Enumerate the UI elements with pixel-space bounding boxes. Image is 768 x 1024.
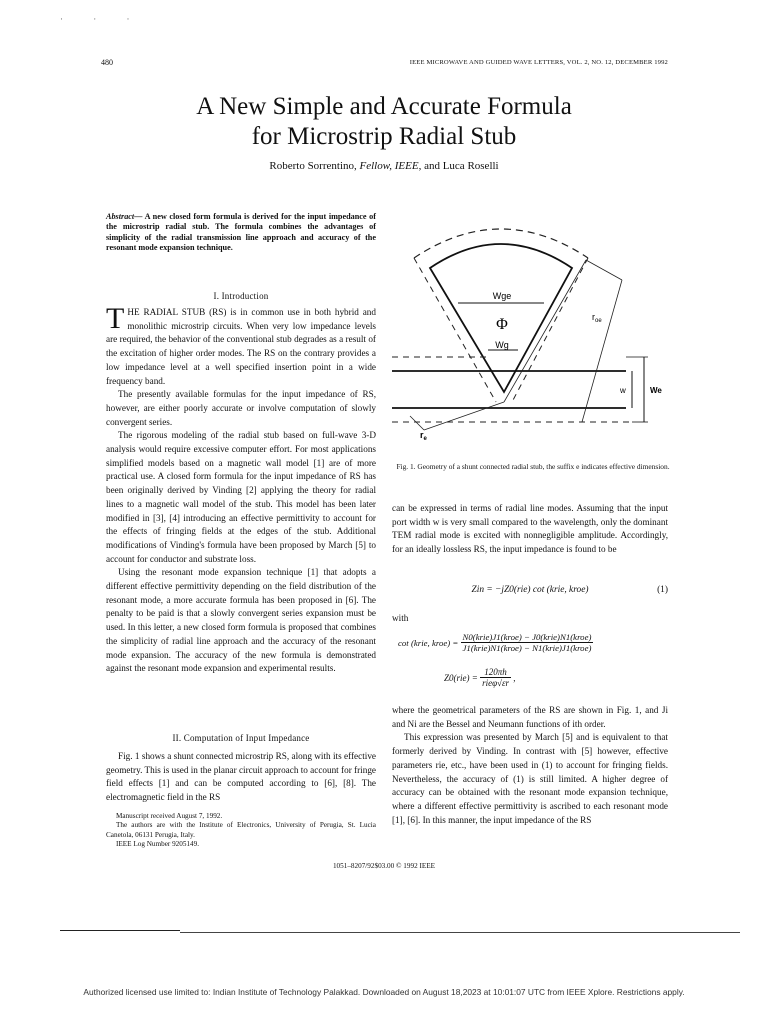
drop-cap: T bbox=[106, 302, 125, 335]
wg-label: Wg bbox=[495, 340, 509, 350]
abstract bbox=[106, 212, 376, 254]
section-1-body bbox=[106, 302, 376, 676]
equation-3 bbox=[392, 667, 668, 688]
equation-2 bbox=[392, 632, 668, 653]
re-tick bbox=[410, 416, 424, 430]
intro-paragraph-4: Using the resonant mode expansion technique [1] that adopts a different effective permittivity depending on the field distribution of the resonant mode, a more accurate formula has been proposed in [6]. The penalty to be paid is that a slowly convergent series expansion must be used. In this letter, a new closed form formula is proposed that combines the simplicity of radial line approach and the accuracy of the resonant mode expansion. The accuracy of the new formula is demonstrated against the resonant mode expansion and experimental results. bbox=[106, 567, 376, 674]
we-label: We bbox=[650, 386, 662, 395]
abstract-text: A new closed form formula is derived for the input impedance of the microstrip radial stub. The formula combines the advantages of simplicity of the radial transmission line approach and accuracy of the resonant mode expansion technique. bbox=[106, 212, 376, 253]
footnote-affiliation: The authors are with the Institute of Electronics, University of Perugia, St. Lucia Canetola, 06131 Perugia, Italy. bbox=[106, 821, 376, 839]
section-2-body bbox=[106, 750, 376, 805]
intro-paragraph-1 bbox=[106, 302, 376, 388]
section-2-paragraph-1: Fig. 1 shows a shunt connected microstrip RS, along with its effective geometry. This is used in the planar circuit approach to account for fringe field effects [1] and can be computed according to [6], [8]. The electromagnetic field in the RS bbox=[106, 751, 376, 803]
equation-3-tail: , bbox=[513, 672, 516, 683]
footnote-log: IEEE Log Number 9205149. bbox=[116, 840, 200, 849]
figure-1-caption: Fig. 1. Geometry of a shunt connected radial stub, the suffix e indicates effective dimension. bbox=[396, 462, 670, 471]
abstract-label: Abstract— bbox=[106, 212, 143, 221]
equation-3-numerator: 120πh bbox=[480, 667, 511, 678]
equation-3-denominator: rieφ√εr bbox=[482, 678, 510, 688]
footnote-received: Manuscript received August 7, 1992. bbox=[116, 812, 223, 820]
roe-label: $r_{oe}$ bbox=[592, 312, 602, 324]
journal-header: IEEE MICROWAVE AND GUIDED WAVE LETTERS, VOL. 2, NO. 12, DECEMBER 1992 bbox=[409, 59, 668, 66]
re-radius-line bbox=[424, 402, 504, 430]
scan-speckles: · · · bbox=[60, 14, 144, 24]
phi-label: Φ bbox=[496, 316, 508, 333]
title-line-2: for Microstrip Radial Stub bbox=[251, 123, 517, 150]
w-label: w bbox=[620, 386, 626, 395]
right-column-paragraph-2 bbox=[392, 704, 668, 827]
re-label: $r_e$ bbox=[420, 430, 427, 442]
roe-extension bbox=[586, 260, 622, 280]
section-2-heading: II. Computation of Input Impedance bbox=[172, 733, 310, 743]
authors bbox=[0, 160, 768, 172]
wge-label: Wge bbox=[492, 291, 512, 301]
author-1-title: Fellow, IEEE, bbox=[359, 160, 422, 172]
scan-rule-left bbox=[60, 930, 180, 931]
page-number: 480 bbox=[101, 58, 113, 67]
title-line-1: A New Simple and Accurate Formula bbox=[196, 93, 572, 120]
author-2: and Luca Roselli bbox=[424, 160, 499, 172]
authorized-use-notice: Authorized licensed use limited to: Indian Institute of Technology Palakkad. Downloaded on August 18,2023 at 10:01:07 UTC from IEEE Xplore. Restrictions apply. bbox=[83, 987, 685, 997]
equation-2-lhs: cot (krie, kroe) = bbox=[398, 637, 459, 648]
copyright-line: 1051–8207/92$03.00 © 1992 IEEE bbox=[332, 862, 436, 870]
right-p2: where the geometrical parameters of the RS are shown in Fig. 1, and Ji and Ni are the Bessel and Neumann functions of ith order. bbox=[392, 705, 668, 729]
radial-stub-diagram bbox=[386, 206, 676, 452]
intro-paragraph-2: The presently available formulas for the input impedance of RS, however, are either poorly accurate or involve computation of slowly convergent series. bbox=[106, 389, 376, 427]
right-column-paragraph-1: can be expressed in terms of radial line modes. Assuming that the input port width w is very small compared to the wavelength, only the dominant TEM radial mode is excited with nonnegligible amplitude. Accordingly, for an ideally lossless RS, the input impedance is found to be bbox=[392, 503, 668, 555]
equation-2-numerator: N0(krie)J1(kroe) − J0(krie)N1(kroe) bbox=[462, 632, 592, 642]
equation-2-denominator: J1(krie)N1(kroe) − N1(krie)J1(kroe) bbox=[462, 643, 592, 653]
roe-dimension bbox=[582, 280, 622, 422]
intro-paragraph-3: The rigorous modeling of the radial stub based on full-wave 3-D analysis would require excessive computer effort. For most applications simplified models based on a magnetic wall model [1] are of more practical use. A closed form formula for the input impedance of RS has been originally derived by Vinding [2] applying the theory for radial lines to a magnetic wall model of the stub. This model has been later modified in [3], [4] introducing an effective permittivity to account for the effects of fringing fields at the edges of the stub. Additional modifications of Vinding's formula have been proposed by March [5] to account for conductor and substrate loss. bbox=[106, 430, 376, 564]
equation-1 bbox=[392, 585, 668, 599]
section-1-heading: I. Introduction bbox=[213, 291, 269, 301]
equation-3-lhs: Z0(rie) = bbox=[444, 672, 478, 683]
figure-1 bbox=[386, 206, 676, 452]
equation-2-fraction bbox=[461, 632, 594, 653]
intro-p1-text: HE RADIAL STUB (RS) is in common use in both hybrid and monolithic microstrip circuits. When very low impedance levels are required, the behavior of the conventional stub degrades as a result of the excitation of higher order modes. The RS on the contrary provides a low impedance level at a well specified insertion point in a wide frequency band. bbox=[106, 307, 376, 386]
scan-rule-right bbox=[180, 932, 740, 933]
paper-title bbox=[0, 92, 768, 152]
right-p3: This expression was presented by March [5] and is equivalent to that formerly derived by Vinding. In contrast with [5] however, effective parameters rie, etc., have been used in (1) to account for fringing fields. Nevertheless, the accuracy of (1) is still limited. A higher degree of accuracy can be obtained with the resonant mode expansion technique, where a different effective permittivity is ascribed to each resonant mode [1], [6]. In this manner, the input impedance of the RS bbox=[392, 732, 668, 825]
equation-3-fraction bbox=[480, 667, 511, 688]
footnotes bbox=[106, 812, 376, 850]
equation-1-body: Zin = −jZ0(rie) cot (krie, kroe) bbox=[471, 585, 589, 595]
author-1: Roberto Sorrentino, bbox=[269, 160, 357, 172]
with-label: with bbox=[392, 613, 409, 623]
equation-1-number: (1) bbox=[657, 585, 668, 595]
